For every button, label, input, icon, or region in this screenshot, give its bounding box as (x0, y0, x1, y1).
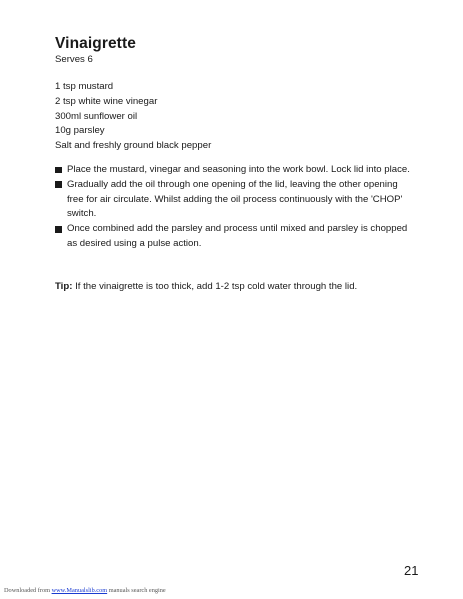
square-bullet-icon (55, 226, 62, 233)
ingredient-item: Salt and freshly ground black pepper (55, 140, 212, 152)
ingredient-item: 300ml sunflower oil (55, 110, 138, 122)
download-footer (4, 587, 166, 595)
method-step-text: Gradually add the oil through one opening of the lid, leaving the other opening free for air circulate. Whilst adding the oil process continuously with the 'CHOP' switch. (67, 178, 403, 220)
method-step-text: Place the mustard, vinegar and seasoning into the work bowl. Lock lid into place. (67, 163, 410, 175)
method-list (55, 163, 415, 252)
ingredient-item: 10g parsley (55, 125, 105, 137)
page-number: 21 (404, 563, 419, 578)
method-step (55, 222, 415, 252)
square-bullet-icon (55, 181, 62, 188)
recipe-content (55, 34, 415, 295)
method-step (55, 163, 415, 178)
ingredient-item: 1 tsp mustard (55, 81, 114, 92)
ingredient-list (55, 80, 415, 154)
method-step-text: Once combined add the parsley and process until mixed and parsley is chopped as desired using a pulse action. (67, 223, 408, 249)
tip-paragraph (55, 280, 415, 295)
method-step (55, 178, 415, 222)
serves-text: Serves 6 (55, 54, 93, 65)
tip-text: If the vinaigrette is too thick, add 1-2 tsp cold water through the lid. (72, 280, 358, 292)
square-bullet-icon (55, 167, 62, 174)
ingredient-item: 2 tsp white wine vinegar (55, 95, 158, 107)
recipe-title: Vinaigrette (55, 35, 136, 52)
footer-prefix: Downloaded from (4, 587, 52, 594)
manualslib-link[interactable]: www.Manualslib.com (51, 587, 108, 594)
tip-label: Tip: (55, 280, 73, 292)
footer-suffix: manuals search engine (107, 587, 166, 594)
